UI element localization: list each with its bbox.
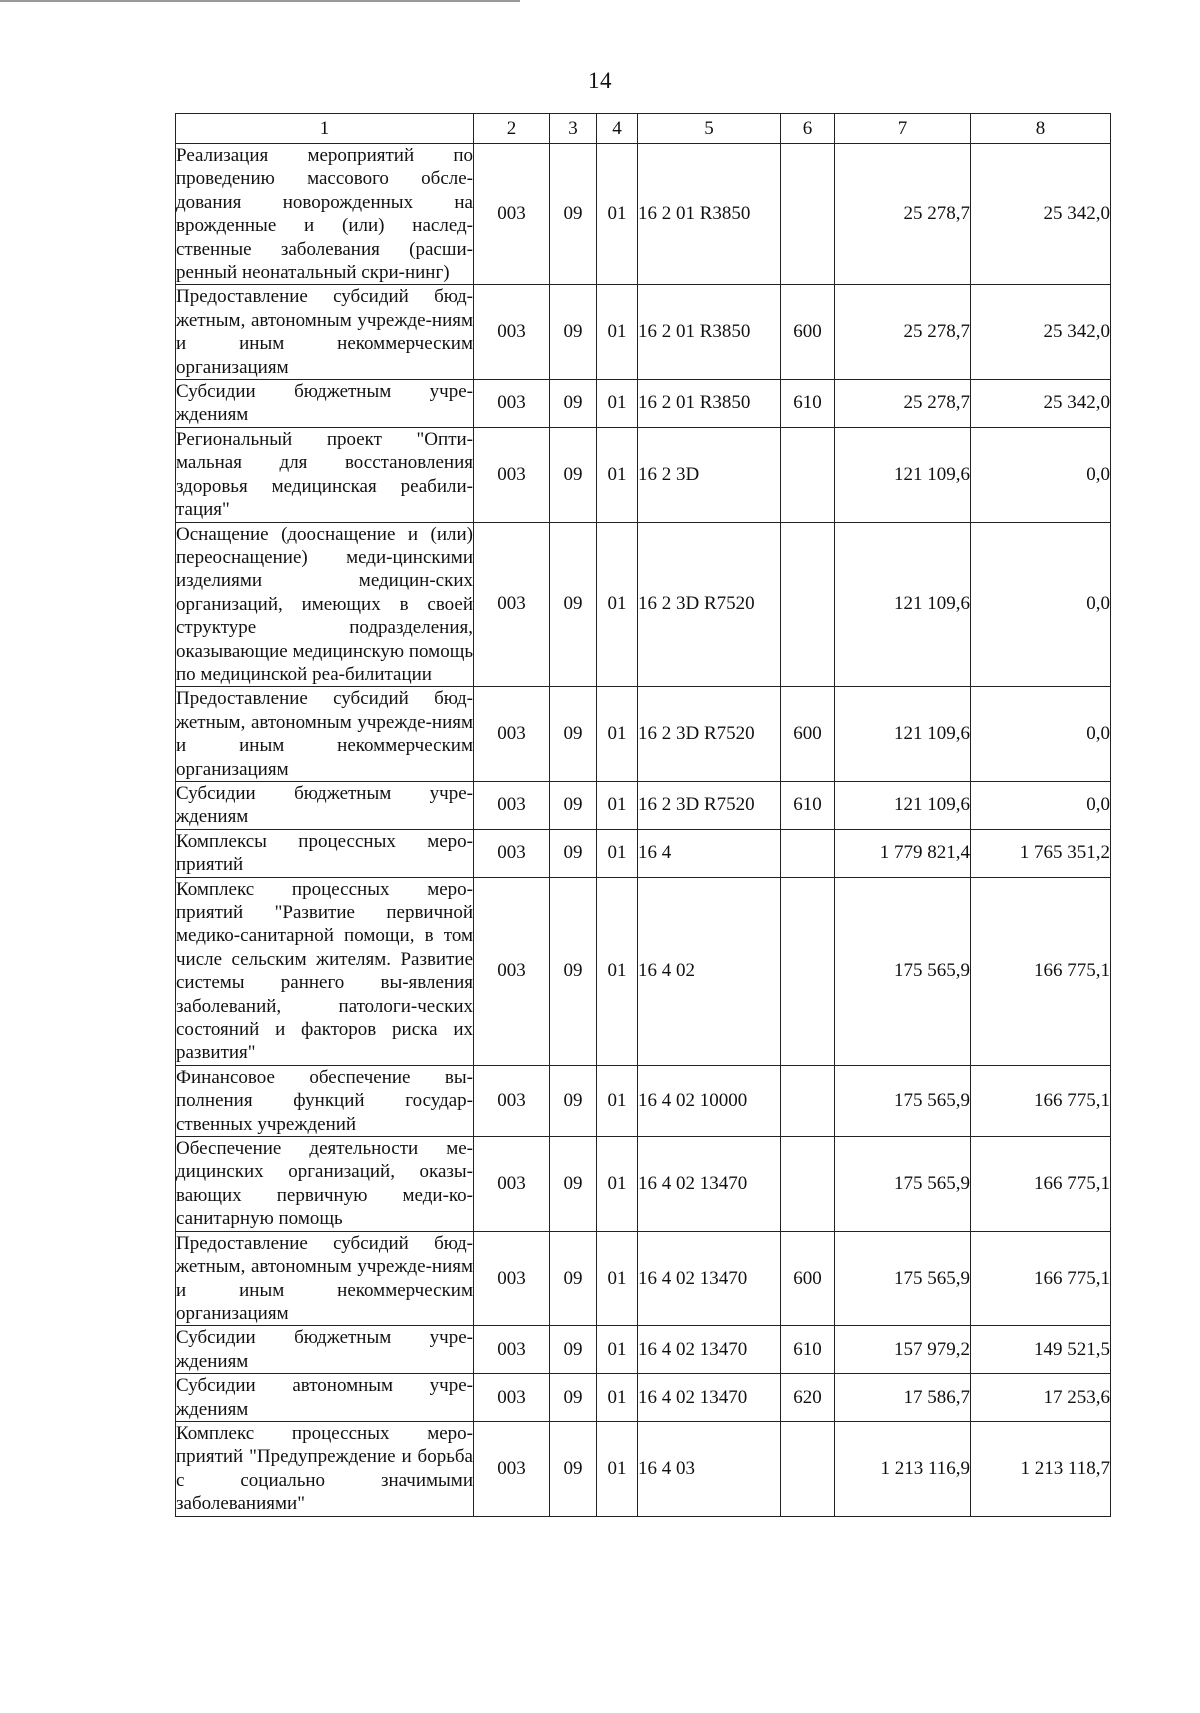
table-row <box>176 781 1111 829</box>
row-expense-type: 600 <box>781 687 835 782</box>
row-target-item: 16 4 02 13470 <box>638 1231 781 1326</box>
row-amount-year-2: 1 765 351,2 <box>971 829 1111 877</box>
row-amount-year-2: 0,0 <box>971 522 1111 687</box>
row-expense-type: 610 <box>781 380 835 428</box>
row-subsection-code: 01 <box>597 427 638 522</box>
row-ministry-code: 003 <box>474 687 550 782</box>
row-name: Субсидии бюджетным учре-ждениям <box>176 1327 473 1372</box>
row-expense-type <box>781 877 835 1065</box>
row-amount-year-1: 175 565,9 <box>835 1065 971 1136</box>
row-subsection-code: 01 <box>597 1137 638 1232</box>
row-ministry-code: 003 <box>474 380 550 428</box>
row-section-code: 09 <box>550 1326 597 1374</box>
row-subsection-code: 01 <box>597 380 638 428</box>
row-amount-year-2: 166 775,1 <box>971 877 1111 1065</box>
row-section-code: 09 <box>550 877 597 1065</box>
row-amount-year-2: 25 342,0 <box>971 144 1111 285</box>
table-row <box>176 1421 1111 1516</box>
row-section-code: 09 <box>550 285 597 380</box>
row-expense-type <box>781 1421 835 1516</box>
row-target-item: 16 2 3D R7520 <box>638 522 781 687</box>
row-amount-year-2: 1 213 118,7 <box>971 1421 1111 1516</box>
row-section-code: 09 <box>550 829 597 877</box>
row-amount-year-2: 149 521,5 <box>971 1326 1111 1374</box>
table-row <box>176 427 1111 522</box>
row-amount-year-1: 175 565,9 <box>835 1231 971 1326</box>
table-body <box>176 144 1111 1517</box>
row-amount-year-1: 121 109,6 <box>835 687 971 782</box>
row-name: Предоставление субсидий бюд-жетным, автономным учрежде-ниям и иным некоммерческим организациям <box>176 688 473 780</box>
column-header: 1 <box>176 114 474 144</box>
row-amount-year-2: 166 775,1 <box>971 1065 1111 1136</box>
row-ministry-code: 003 <box>474 1421 550 1516</box>
row-amount-year-2: 0,0 <box>971 781 1111 829</box>
row-ministry-code: 003 <box>474 1065 550 1136</box>
row-section-code: 09 <box>550 1065 597 1136</box>
row-target-item: 16 4 02 <box>638 877 781 1065</box>
row-ministry-code: 003 <box>474 1326 550 1374</box>
row-section-code: 09 <box>550 1374 597 1422</box>
row-expense-type: 610 <box>781 781 835 829</box>
row-target-item: 16 4 02 13470 <box>638 1374 781 1422</box>
row-section-code: 09 <box>550 1421 597 1516</box>
row-target-item: 16 4 <box>638 829 781 877</box>
row-expense-type <box>781 427 835 522</box>
row-section-code: 09 <box>550 522 597 687</box>
budget-table <box>175 113 1111 1517</box>
row-amount-year-2: 0,0 <box>971 687 1111 782</box>
row-amount-year-1: 121 109,6 <box>835 781 971 829</box>
row-name: Оснащение (дооснащение и (или) переоснащение) меди-цинскими изделиями медицин-ских организаций, имеющих в своей структуре подразделения, оказывающие медицинскую помощь по медицинской реа-билитации <box>176 523 473 685</box>
row-target-item: 16 4 02 13470 <box>638 1326 781 1374</box>
row-ministry-code: 003 <box>474 522 550 687</box>
row-expense-type: 600 <box>781 1231 835 1326</box>
table-row <box>176 1326 1111 1374</box>
row-amount-year-1: 17 586,7 <box>835 1374 971 1422</box>
row-name: Реализация мероприятий по проведению массового обсле-дования новорожденных на врожденные и (или) наслед-ственные заболевания (расши-ренный неонатальный скри-нинг) <box>176 145 473 284</box>
row-ministry-code: 003 <box>474 144 550 285</box>
row-subsection-code: 01 <box>597 687 638 782</box>
table-row <box>176 522 1111 687</box>
row-name: Предоставление субсидий бюд-жетным, автономным учрежде-ниям и иным некоммерческим организациям <box>176 1232 473 1324</box>
row-target-item: 16 2 01 R3850 <box>638 380 781 428</box>
row-expense-type: 620 <box>781 1374 835 1422</box>
column-header: 2 <box>474 114 550 144</box>
row-section-code: 09 <box>550 427 597 522</box>
row-target-item: 16 2 01 R3850 <box>638 144 781 285</box>
row-target-item: 16 2 3D <box>638 427 781 522</box>
table-row <box>176 380 1111 428</box>
row-target-item: 16 2 01 R3850 <box>638 285 781 380</box>
row-subsection-code: 01 <box>597 522 638 687</box>
row-amount-year-1: 175 565,9 <box>835 1137 971 1232</box>
table-row <box>176 285 1111 380</box>
row-ministry-code: 003 <box>474 427 550 522</box>
row-amount-year-2: 25 342,0 <box>971 380 1111 428</box>
row-name: Финансовое обеспечение вы-полнения функций государ-ственных учреждений <box>176 1066 473 1135</box>
row-ministry-code: 003 <box>474 285 550 380</box>
header-row <box>176 114 1111 144</box>
row-target-item: 16 4 02 10000 <box>638 1065 781 1136</box>
column-header: 8 <box>971 114 1111 144</box>
row-amount-year-2: 0,0 <box>971 427 1111 522</box>
row-section-code: 09 <box>550 781 597 829</box>
row-subsection-code: 01 <box>597 877 638 1065</box>
row-ministry-code: 003 <box>474 829 550 877</box>
row-name: Субсидии автономным учре-ждениям <box>176 1375 473 1420</box>
row-amount-year-2: 25 342,0 <box>971 285 1111 380</box>
row-name: Комплекс процессных меро-приятий "Развитие первичной медико-санитарной помощи, в том числе сельским жителям. Развитие системы раннего вы-явления заболеваний, патологи-ческих состояний и факторов риска их развития" <box>176 878 473 1064</box>
row-amount-year-1: 121 109,6 <box>835 522 971 687</box>
row-amount-year-1: 121 109,6 <box>835 427 971 522</box>
top-edge-rule <box>0 0 520 2</box>
table-header <box>176 114 1111 144</box>
row-amount-year-1: 25 278,7 <box>835 285 971 380</box>
row-section-code: 09 <box>550 1231 597 1326</box>
row-subsection-code: 01 <box>597 1326 638 1374</box>
row-subsection-code: 01 <box>597 829 638 877</box>
row-expense-type: 610 <box>781 1326 835 1374</box>
row-name: Субсидии бюджетным учре-ждениям <box>176 782 473 828</box>
row-amount-year-1: 175 565,9 <box>835 877 971 1065</box>
row-target-item: 16 2 3D R7520 <box>638 781 781 829</box>
row-ministry-code: 003 <box>474 781 550 829</box>
row-amount-year-1: 25 278,7 <box>835 380 971 428</box>
row-subsection-code: 01 <box>597 1421 638 1516</box>
row-name: Субсидии бюджетным учре-ждениям <box>176 381 473 426</box>
row-expense-type <box>781 1065 835 1136</box>
row-subsection-code: 01 <box>597 1374 638 1422</box>
row-target-item: 16 2 3D R7520 <box>638 687 781 782</box>
row-subsection-code: 01 <box>597 1231 638 1326</box>
table-row <box>176 829 1111 877</box>
row-subsection-code: 01 <box>597 1065 638 1136</box>
row-name: Предоставление субсидий бюд-жетным, автономным учрежде-ниям и иным некоммерческим организациям <box>176 286 473 378</box>
row-amount-year-2: 17 253,6 <box>971 1374 1111 1422</box>
row-name: Комплексы процессных меро-приятий <box>176 830 473 876</box>
row-ministry-code: 003 <box>474 1137 550 1232</box>
column-header: 5 <box>638 114 781 144</box>
column-header: 6 <box>781 114 835 144</box>
row-section-code: 09 <box>550 1137 597 1232</box>
row-section-code: 09 <box>550 687 597 782</box>
row-name: Региональный проект "Опти-мальная для восстановления здоровья медицинская реабили-тация" <box>176 428 473 521</box>
row-amount-year-1: 25 278,7 <box>835 144 971 285</box>
row-amount-year-1: 1 213 116,9 <box>835 1421 971 1516</box>
table-row <box>176 1137 1111 1232</box>
row-ministry-code: 003 <box>474 877 550 1065</box>
table-row <box>176 877 1111 1065</box>
column-header: 4 <box>597 114 638 144</box>
row-section-code: 09 <box>550 380 597 428</box>
row-amount-year-1: 157 979,2 <box>835 1326 971 1374</box>
row-amount-year-1: 1 779 821,4 <box>835 829 971 877</box>
row-subsection-code: 01 <box>597 285 638 380</box>
table-row <box>176 1065 1111 1136</box>
row-subsection-code: 01 <box>597 144 638 285</box>
row-name: Комплекс процессных меро-приятий "Предупреждение и борьба с социально значимыми заболеваниями" <box>176 1422 473 1515</box>
row-ministry-code: 003 <box>474 1374 550 1422</box>
row-expense-type <box>781 829 835 877</box>
column-header: 3 <box>550 114 597 144</box>
row-ministry-code: 003 <box>474 1231 550 1326</box>
table-row <box>176 144 1111 285</box>
row-expense-type <box>781 522 835 687</box>
row-target-item: 16 4 02 13470 <box>638 1137 781 1232</box>
row-name: Обеспечение деятельности ме-дицинских организаций, оказы-вающих первичную меди-ко-санитарную помощь <box>176 1138 473 1230</box>
table-row <box>176 1374 1111 1422</box>
column-header: 7 <box>835 114 971 144</box>
table-row <box>176 687 1111 782</box>
row-section-code: 09 <box>550 144 597 285</box>
row-amount-year-2: 166 775,1 <box>971 1231 1111 1326</box>
table-row <box>176 1231 1111 1326</box>
row-expense-type: 600 <box>781 285 835 380</box>
row-expense-type <box>781 1137 835 1232</box>
row-amount-year-2: 166 775,1 <box>971 1137 1111 1232</box>
row-subsection-code: 01 <box>597 781 638 829</box>
row-expense-type <box>781 144 835 285</box>
row-target-item: 16 4 03 <box>638 1421 781 1516</box>
page-number: 14 <box>588 68 612 93</box>
